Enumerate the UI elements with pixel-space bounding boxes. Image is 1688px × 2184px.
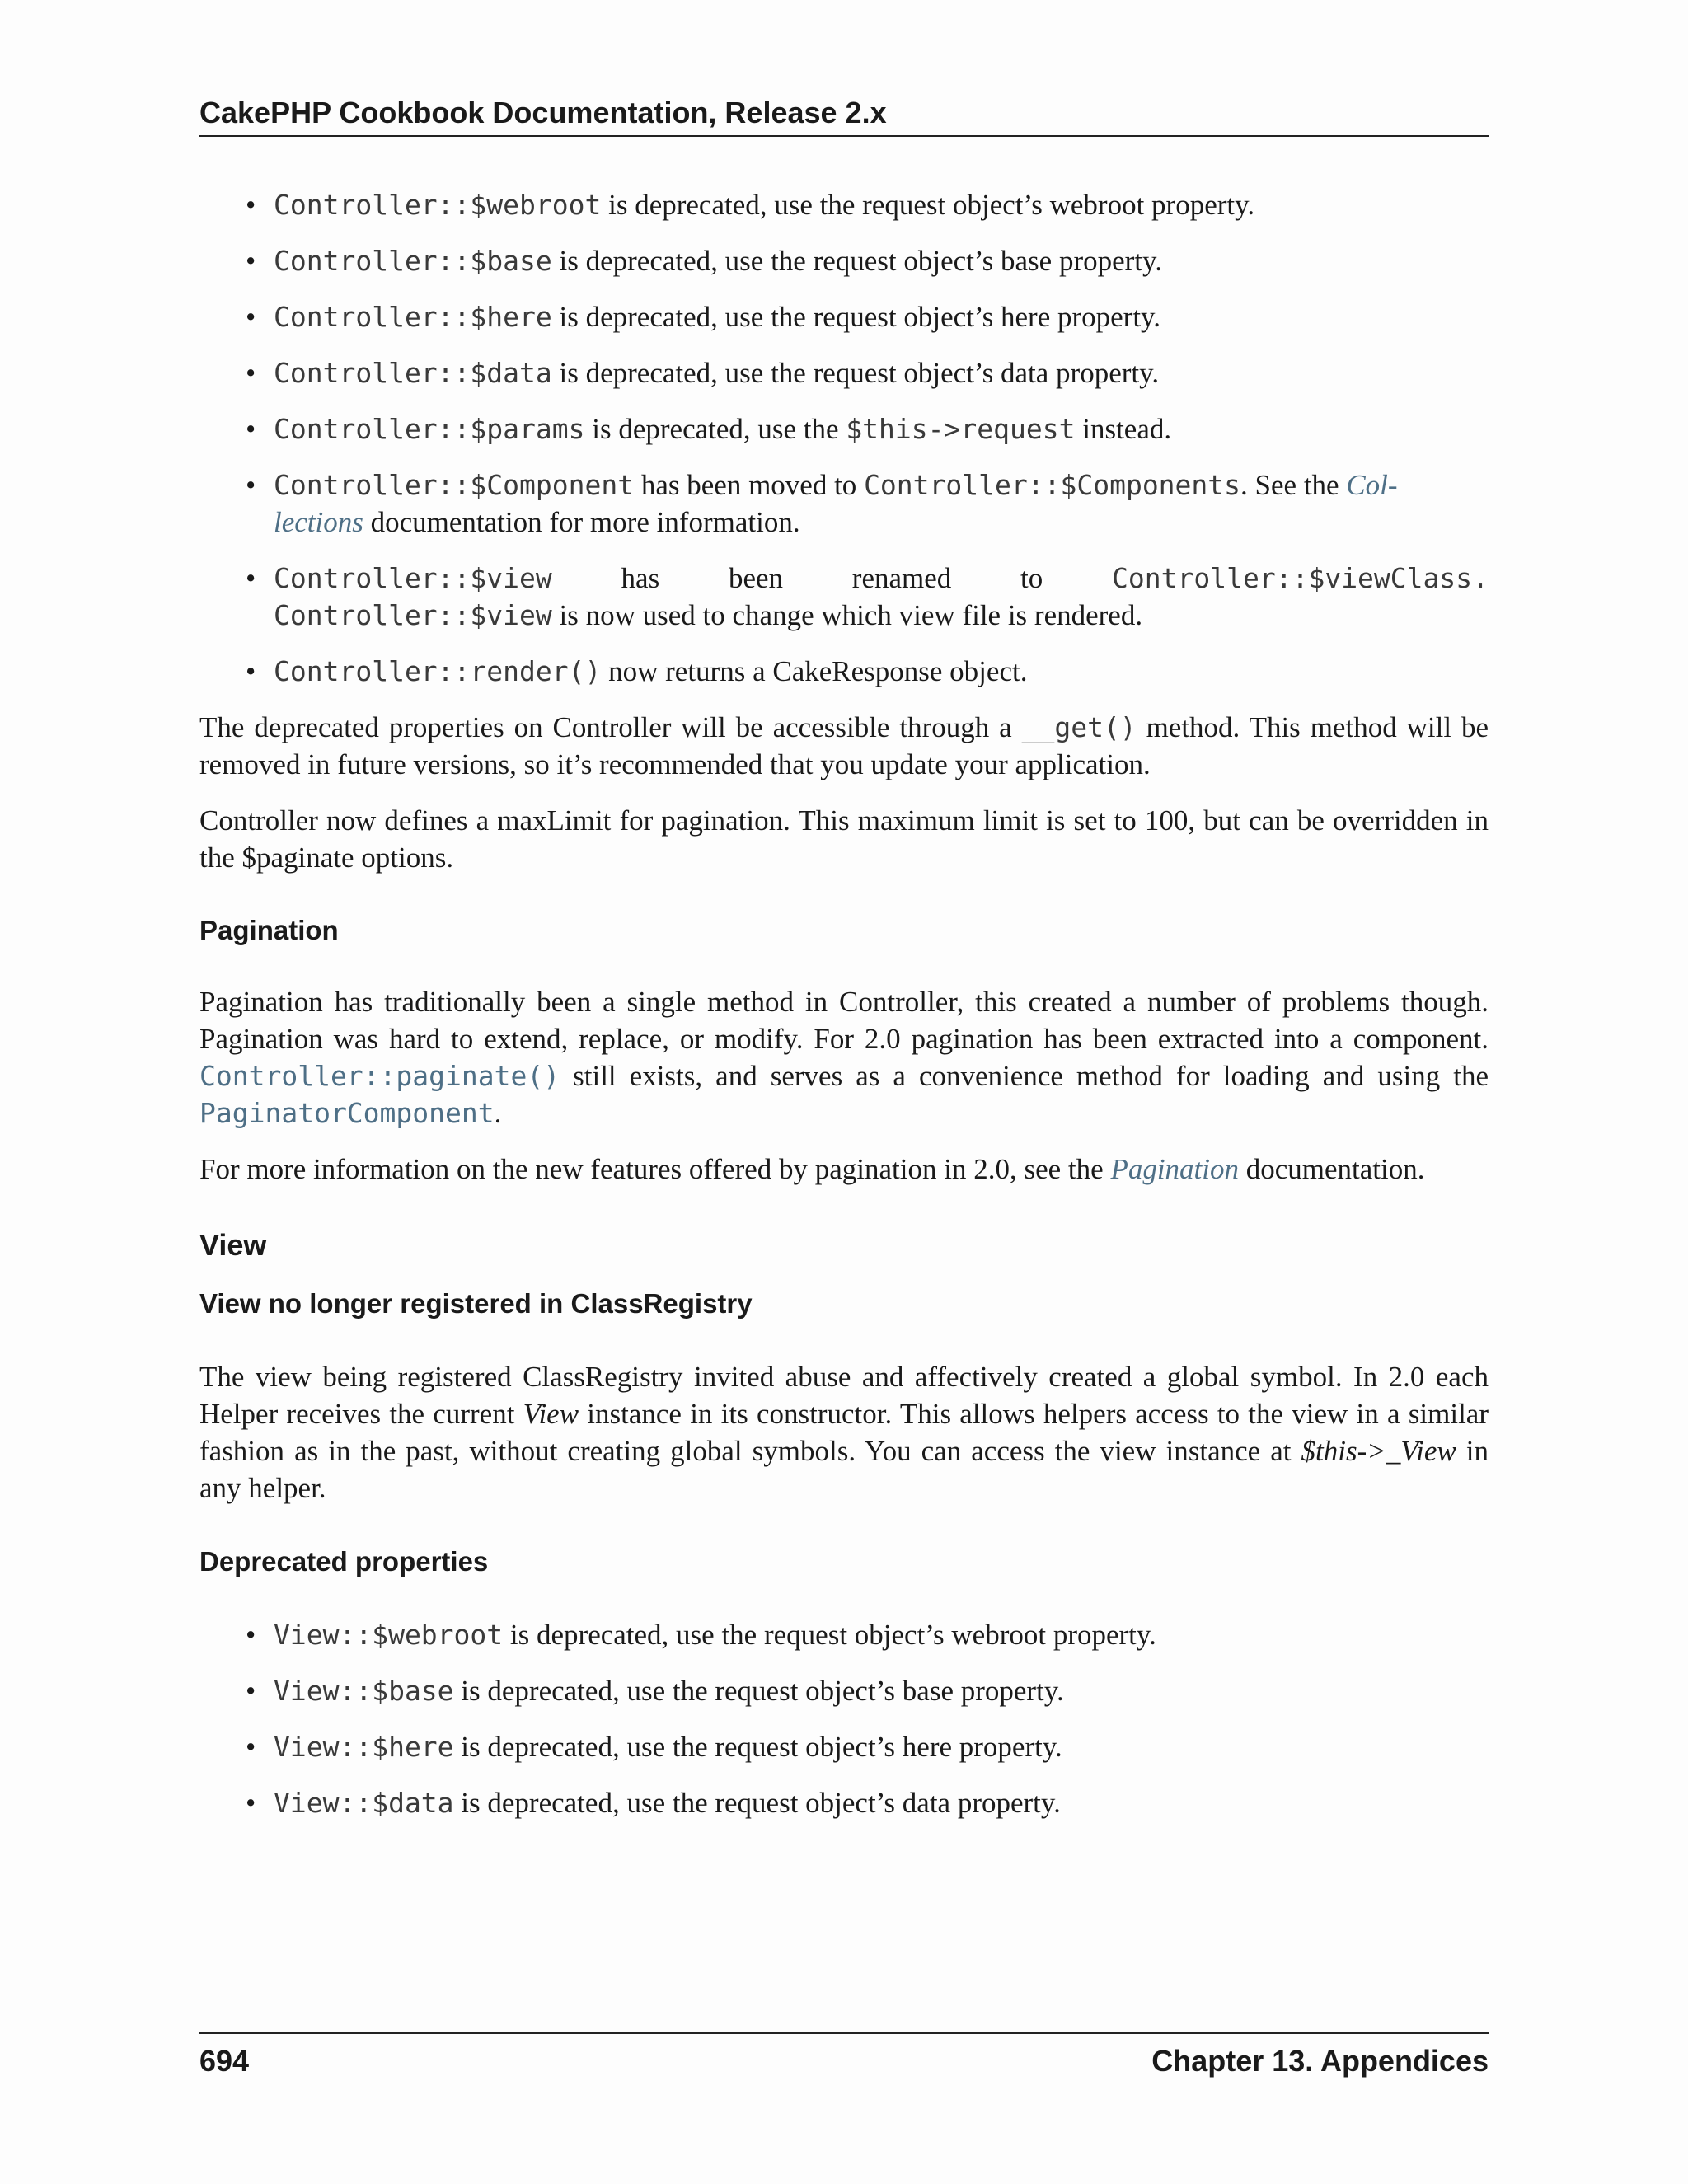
paginate-link[interactable]: Controller::paginate() bbox=[199, 1060, 560, 1092]
controller-deprecations-list-end bbox=[199, 653, 1489, 690]
code-literal: Controller::$here bbox=[274, 301, 552, 333]
code-literal: View::$data bbox=[274, 1787, 454, 1819]
code-literal: Controller::$view bbox=[274, 599, 552, 631]
paginator-component-link[interactable]: PaginatorComponent bbox=[199, 1097, 495, 1129]
running-header: CakePHP Cookbook Documentation, Release 2.x bbox=[199, 92, 1489, 137]
list-item: • Controller::$webroot is deprecated, use the request object’s webroot property. bbox=[274, 186, 1489, 223]
code-literal: Controller::$view bbox=[274, 562, 552, 594]
list-item: • Controller::$data is deprecated, use the request object’s data property. bbox=[274, 354, 1489, 391]
list-item: • Controller::$base is deprecated, use the request object’s base property. bbox=[274, 242, 1489, 279]
list-item: • Controller::render() now returns a CakeResponse object. bbox=[274, 653, 1489, 690]
paragraph: Pagination has traditionally been a single method in Controller, this created a number of problems though. Pagination was hard to extend, replace, or modify. For 2.0 pagination has been extracted into a component. Controller::paginate() still exists, and serves as a convenience method for loading and using the PaginatorComponent. bbox=[199, 986, 1489, 1129]
code-literal: Controller::$Component bbox=[274, 469, 635, 501]
code-literal: Controller::$base bbox=[274, 245, 552, 277]
collections-link[interactable]: lections bbox=[274, 506, 363, 538]
pagination-link[interactable]: Pagination bbox=[1110, 1153, 1239, 1185]
section-heading-view: View bbox=[199, 1228, 267, 1262]
list-item: • Controller::$Component has been moved to Controller::$Components. See the Col- lections documentation for more information. bbox=[274, 466, 1489, 541]
code-literal: $this->request bbox=[846, 413, 1076, 445]
code-literal: Controller::$webroot bbox=[274, 189, 602, 221]
code-literal: __get() bbox=[1021, 711, 1137, 743]
paragraph: Controller now defines a maxLimit for pagination. This maximum limit is set to 100, but can be overridden in the $paginate options. bbox=[199, 804, 1489, 874]
list-item: • View::$webroot is deprecated, use the request object’s webroot property. bbox=[274, 1616, 1489, 1653]
code-literal: View::$base bbox=[274, 1675, 454, 1707]
list-item: • View::$data is deprecated, use the request object’s data property. bbox=[274, 1784, 1489, 1821]
chapter-title: Chapter 13. Appendices bbox=[1151, 2044, 1489, 2078]
running-footer bbox=[199, 2032, 1489, 2080]
code-literal: Controller::$params bbox=[274, 413, 585, 445]
code-literal: Controller::$viewClass. bbox=[1112, 562, 1489, 594]
subsection-heading: View no longer registered in ClassRegistry bbox=[199, 1288, 753, 1319]
code-literal: View::$webroot bbox=[274, 1619, 504, 1651]
code-literal: Controller::$Components bbox=[864, 469, 1241, 501]
code-literal: Controller::render() bbox=[274, 655, 602, 687]
code-literal: View::$here bbox=[274, 1731, 454, 1763]
view-deprecations-list bbox=[199, 1616, 1489, 1821]
list-item-continuation: Controller::$view is now used to change which view file is rendered. bbox=[274, 599, 1143, 631]
list-item: • Controller::$here is deprecated, use the request object’s here property. bbox=[274, 298, 1489, 335]
list-item: • View::$base is deprecated, use the request object’s base property. bbox=[274, 1672, 1489, 1709]
page-number: 694 bbox=[199, 2044, 250, 2078]
section-heading-pagination: Pagination bbox=[199, 915, 339, 945]
collections-link[interactable]: Col- bbox=[1346, 469, 1398, 501]
list-item: • Controller::$params is deprecated, use the $this->request instead. bbox=[274, 410, 1489, 448]
controller-deprecations-list bbox=[199, 186, 1489, 597]
paragraph: For more information on the new features offered by pagination in 2.0, see the Pagination documentation. bbox=[199, 1153, 1425, 1185]
paragraph: The view being registered ClassRegistry invited abuse and affectively created a global symbol. In 2.0 each Helper receives the current View instance in its constructor. This allows helpers access to the view in a similar fashion as in the past, without creating global symbols. You can access the view instance at $this->_View in any helper. bbox=[199, 1361, 1489, 1504]
page-content bbox=[199, 186, 1489, 1840]
subsection-heading-deprecated: Deprecated properties bbox=[199, 1546, 489, 1577]
list-item: • View::$here is deprecated, use the request object’s here property. bbox=[274, 1728, 1489, 1765]
code-literal: Controller::$data bbox=[274, 357, 552, 389]
list-item: • Controller::$view has been renamed to Controller::$viewClass. bbox=[274, 560, 1489, 597]
paragraph: The deprecated properties on Controller will be accessible through a __get() method. This method will be removed in future versions, so it’s recommended that you update your application. bbox=[199, 711, 1489, 780]
